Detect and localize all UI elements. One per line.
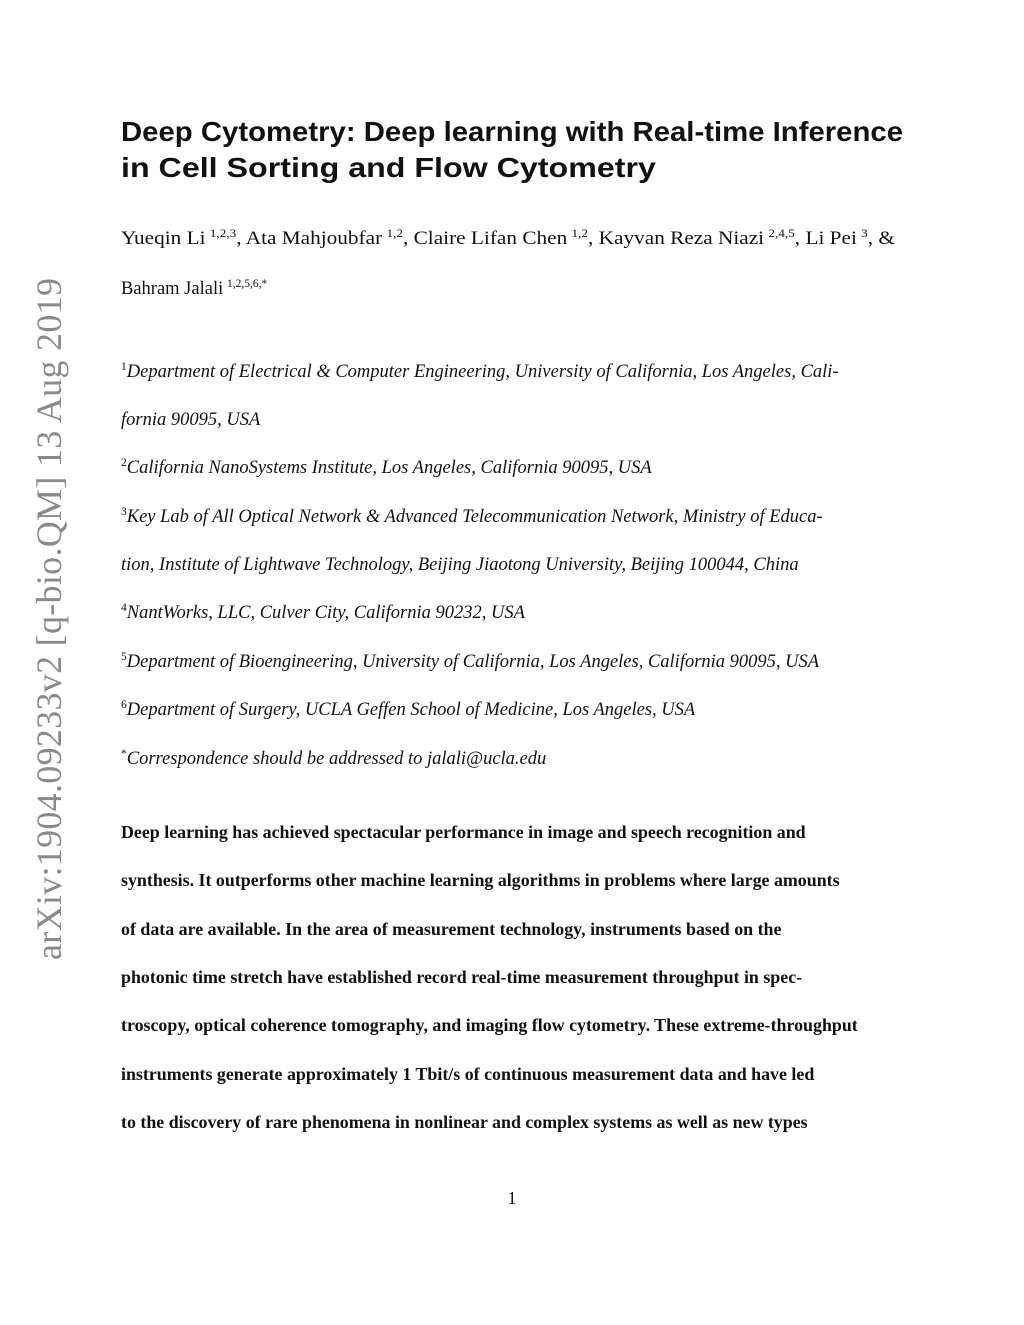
author-list [121, 228, 921, 250]
author-name: Claire Lifan Chen [413, 229, 568, 249]
affiliation-line [121, 506, 921, 528]
affiliation-text: Department of Bioengineering, University of California, Los Angeles, California 90095, USA [126, 652, 820, 672]
affiliation-text: tion, Institute of Lightwave Technology, Beijing Jiaotong University, Beijing 100044, China [121, 555, 799, 575]
abstract-line: Deep learning has achieved spectacular performance in image and speech recognition and [121, 822, 806, 842]
title-line: in Cell Sorting and Flow Cytometry [121, 152, 656, 183]
abstract-line: to the discovery of rare phenomena in nonlinear and complex systems as well as new types [121, 1112, 808, 1132]
affiliation-mark: 3 [121, 506, 127, 518]
author-affiliation-marks: 1,2 [571, 228, 589, 240]
author-name: Bahram Jalali [121, 279, 224, 299]
affiliation-text: Department of Surgery, UCLA Geffen School of Medicine, Los Angeles, USA [126, 700, 696, 720]
author-separator: , [236, 229, 242, 249]
author-name: Ata Mahjoubfar [245, 229, 383, 249]
author-name: Kayvan Reza Niazi [598, 229, 765, 249]
affiliation-mark: 6 [121, 699, 127, 711]
affiliation-text: Key Lab of All Optical Network & Advanced Telecommunication Network, Ministry of Educa- [126, 507, 823, 527]
author-name: Li Pei [805, 229, 857, 249]
affiliation-line [121, 361, 921, 383]
correspondence-line [121, 748, 921, 770]
affiliation-text: California NanoSystems Institute, Los Angeles, California 90095, USA [126, 458, 652, 478]
affiliation-line [121, 409, 921, 431]
abstract-line: troscopy, optical coherence tomography, and imaging flow cytometry. These extreme-throughput [121, 1015, 858, 1035]
affiliation-mark: 4 [121, 602, 127, 614]
affiliation-line [121, 554, 921, 576]
author-separator: , [588, 229, 594, 249]
page-number: 1 [507, 1188, 517, 1208]
author-affiliation-marks: 1,2,5,6,* [226, 278, 268, 290]
author-separator: , [794, 229, 801, 249]
affiliation-line [121, 651, 921, 673]
title-line: Deep Cytometry: Deep learning with Real-time Inference [121, 116, 903, 147]
author-affiliation-marks: 2,4,5 [768, 228, 795, 240]
author-name: Yueqin Li [121, 229, 206, 249]
author-affiliation-marks: 1,2,3 [209, 228, 237, 240]
abstract-line: synthesis. It outperforms other machine learning algorithms in problems where large amounts [121, 870, 840, 890]
affiliation-line [121, 602, 921, 624]
author-separator: , & [867, 229, 895, 249]
correspondence-text: Correspondence should be addressed to jalali@ucla.edu [126, 749, 547, 769]
affiliation-mark: 5 [121, 651, 127, 663]
affiliation-line [121, 699, 921, 721]
arxiv-identifier: arXiv:1904.09233v2 [q-bio.QM] 13 Aug 2019 [29, 277, 69, 960]
affiliation-mark: 2 [121, 457, 127, 469]
author-affiliation-marks: 1,2 [386, 228, 403, 240]
affiliation-text: NantWorks, LLC, Culver City, California 90232, USA [126, 603, 525, 623]
paper-title [121, 114, 921, 186]
author-row [121, 278, 921, 300]
author-affiliation-marks: 3 [861, 228, 868, 240]
abstract-line: instruments generate approximately 1 Tbit/s of continuous measurement data and have led [121, 1064, 815, 1084]
author-row [121, 228, 895, 250]
affiliation-line [121, 457, 921, 479]
affiliation-mark: 1 [121, 361, 127, 373]
affiliation-mark: * [121, 748, 127, 760]
author-separator: , [402, 229, 409, 249]
affiliation-text: Department of Electrical & Computer Engineering, University of California, Los Angeles, Cali- [126, 362, 839, 382]
author-list-continued [121, 278, 921, 300]
affiliation-text: fornia 90095, USA [121, 410, 261, 430]
abstract-line: of data are available. In the area of measurement technology, instruments based on the [121, 919, 782, 939]
abstract-line: photonic time stretch have established record real-time measurement throughput in spec- [121, 967, 803, 987]
